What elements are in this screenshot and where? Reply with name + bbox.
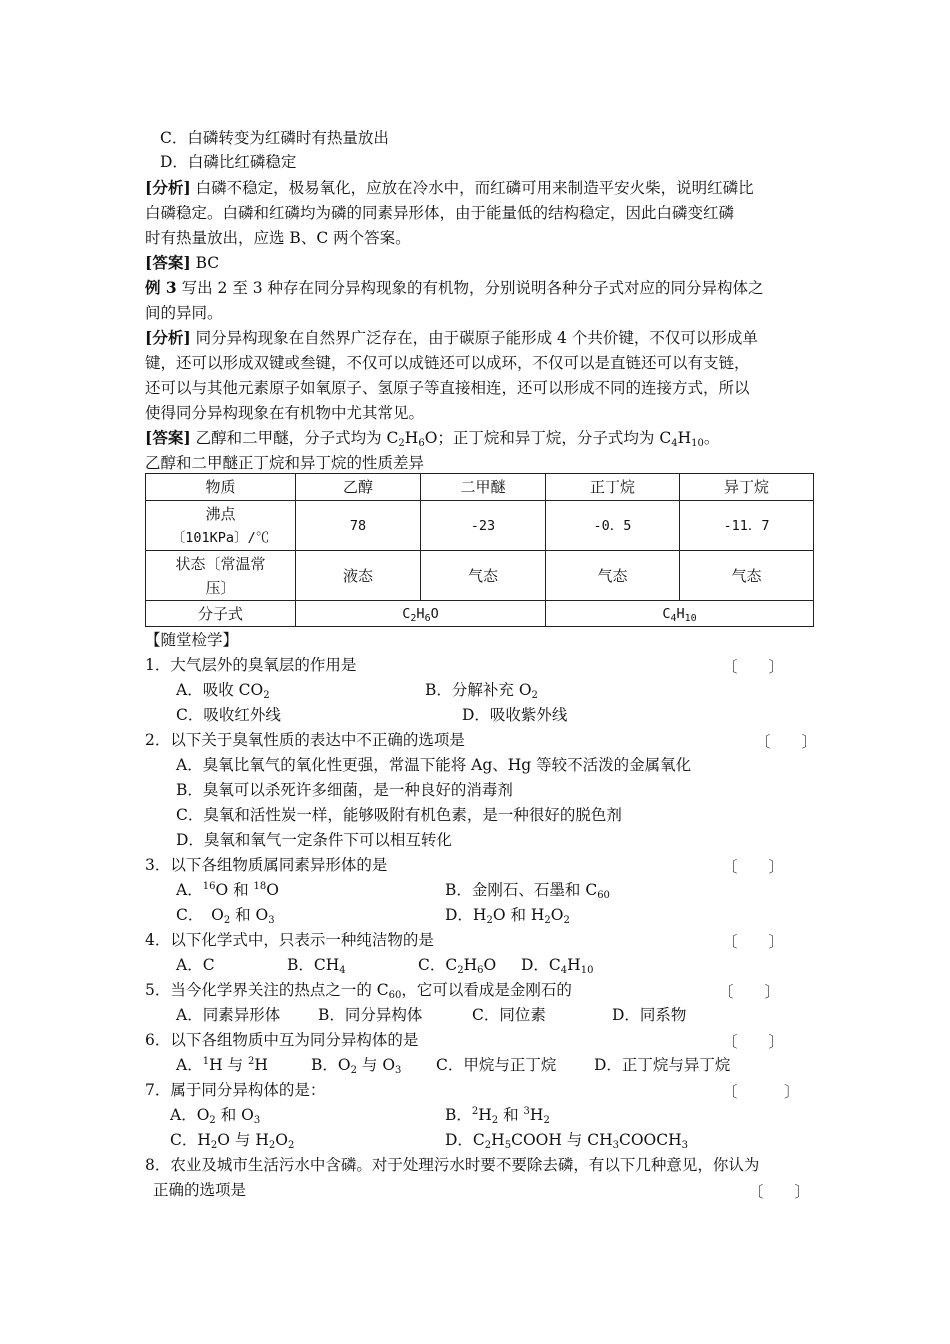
row-label-formula: 分子式 [146,601,296,627]
cell-formula-c2h6o: $C_2H_6O$ [296,601,546,627]
q3-option-b: B．金刚石、石墨和 $C_{60}$ [445,881,610,901]
q5-answer-bracket[interactable]: 〔 〕 [718,983,781,1001]
q4-stem: 4．以下化学式中，只表示一种纯洁物的是 [145,931,434,949]
cell-bp-n-butane: -0．5 [546,501,680,551]
cell-state-ethanol: 液态 [296,551,421,601]
quiz-heading: 【随堂检学】 [145,631,239,649]
q6-answer-bracket[interactable]: 〔 〕 [722,1033,785,1051]
q7-option-c: C．$H_2O$ 与 $H_2O_2$ [170,1131,295,1151]
q4-option-d: D．$C_4H_{10}$ [521,956,594,976]
answer-label: [答案] [145,253,191,272]
q1-answer-bracket[interactable]: 〔 〕 [722,658,785,676]
q3-answer-bracket[interactable]: 〔 〕 [722,858,785,876]
q2-option-b: B．臭氧可以杀死许多细菌，是一种良好的消毒剂 [176,781,513,799]
q6-option-d: D．正丁烷与异丁烷 [594,1056,731,1074]
answer3-label: [答案] [145,428,191,447]
q3-option-a: A．$^{16}$O 和 $^{18}$O [176,881,279,899]
table-caption: 乙醇和二甲醚正丁烷和异丁烷的性质差异 [145,454,425,472]
analysis-line-1: [分析] 白磷不稳定，极易氧化，应放在冷水中，而红磷可用来制造平安火柴，说明红磷比 [145,178,754,197]
cell-state-isobutane: 气态 [680,551,814,601]
cell-state-n-butane: 气态 [546,551,680,601]
analysis3-label: [分析] [145,328,191,347]
analysis3-line-2: 键，还可以形成双键或叁键，不仅可以成链还可以成环，不仅可以是直链还可以有支链， [145,354,750,372]
analysis-label: [分析] [145,178,191,197]
q6-option-b: B．$O_2$ 与 $O_3$ [311,1056,402,1076]
table-row-boiling-point [146,501,814,551]
example-3-label: 例 3 [145,278,177,297]
properties-table [145,473,814,627]
q8-stem-line-1: 8．农业及城市生活污水中含磷。对于处理污水时要不要除去磷，有以下几种意见，你认为 [145,1156,760,1174]
header-n-butane: 正丁烷 [546,474,680,501]
q3-option-c: C． $O_2$ 和 $O_3$ [176,906,275,926]
q4-option-b: B．$CH_4$ [287,956,346,976]
analysis3-line-4: 使得同分异构现象在有机物中尤其常见。 [145,404,425,422]
q2-option-d: D．臭氧和氧气一定条件下可以相互转化 [176,831,452,849]
option-c-prev: C．白磷转变为红磷时有热量放出 [160,129,389,147]
answer-line: [答案] BC [145,253,220,272]
table-header-row [146,474,814,501]
example-3-line-1: 例 3 写出 2 至 3 种存在同分异构现象的有机物，分别说明各种分子式对应的同分异构体之 [145,278,764,297]
header-substance: 物质 [146,474,296,501]
q6-option-c: C．甲烷与正丁烷 [436,1056,557,1074]
q1-option-c: C．吸收红外线 [176,706,281,724]
q4-option-a: A．C [176,956,215,974]
table-row-formula [146,601,814,627]
option-d-prev: D．白磷比红磷稳定 [160,153,297,171]
cell-state-dimethyl-ether: 气态 [421,551,546,601]
q4-answer-bracket[interactable]: 〔 〕 [722,933,785,951]
cell-bp-isobutane: -11．7 [680,501,814,551]
table-row-state [146,551,814,601]
analysis-line-2: 白磷稳定。白磷和红磷均为磷的同素异形体，由于能量低的结构稳定，因此白磷变红磷 [145,204,735,222]
answer3-line: [答案] 乙醇和二甲醚，分子式均为 $C_2H_6O$；正丁烷和异丁烷，分子式均为 $C_4H_{10}$。 [145,428,720,449]
q1-stem: 1．大气层外的臭氧层的作用是 [145,656,357,674]
header-ethanol: 乙醇 [296,474,421,501]
row-label-state: 状态〔常温常 压〕 [146,551,296,601]
q8-answer-bracket[interactable]: 〔 〕 [748,1183,811,1201]
example-3-line-2: 间的异同。 [145,304,223,322]
q8-stem-line-2: 正确的选项是 [153,1181,247,1199]
cell-bp-ethanol: 78 [296,501,421,551]
q2-option-c: C．臭氧和活性炭一样，能够吸附有机色素，是一种很好的脱色剂 [176,806,622,824]
q7-option-b: B．$^2H_2$ 和 $^3H_2$ [445,1106,550,1126]
q7-answer-bracket[interactable]: 〔 〕 [722,1083,800,1101]
row-label-boiling-point: 沸点 〔101KPa〕/℃ [146,501,296,551]
q7-option-d: D．$C_2H_5COOH$ 与 $CH_3COOCH_3$ [445,1131,689,1151]
header-dimethyl-ether: 二甲醚 [421,474,546,501]
q7-option-a: A．$O_2$ 和 $O_3$ [170,1106,261,1126]
q1-option-b: B．分解补充 $O_2$ [425,681,538,701]
q6-stem: 6．以下各组物质中互为同分异构体的是 [145,1031,419,1049]
q5-option-b: B．同分异构体 [318,1006,423,1024]
analysis3-line-3: 还可以与其他元素原子如氧原子、氢原子等直接相连，还可以形成不同的连接方式，所以 [145,379,750,397]
q1-option-d: D．吸收紫外线 [462,706,568,724]
q5-option-a: A．同素异形体 [176,1006,281,1024]
q3-option-d: D．$H_2O$ 和 $H_2O_2$ [445,906,570,926]
q3-stem: 3．以下各组物质属同素异形体的是 [145,856,388,874]
q1-option-a: A．吸收 $CO_2$ [176,681,270,701]
analysis3-line-1: [分析] 同分异构现象在自然界广泛存在，由于碳原子能形成 4 个共价键，不仅可以形成单 [145,328,758,347]
q2-stem: 2．以下关于臭氧性质的表达中不正确的选项是 [145,731,465,749]
cell-bp-dimethyl-ether: -23 [421,501,546,551]
analysis-line-3: 时有热量放出，应选 B、C 两个答案。 [145,229,411,247]
q2-answer-bracket[interactable]: 〔 〕 [755,733,818,751]
cell-formula-c4h10: $C_4H_{10}$ [546,601,814,627]
q6-option-a: A．$^1$H 与 $^2$H [176,1056,268,1074]
q5-stem: 5．当今化学界关注的热点之一的 $C_{60}$，它可以看成是金刚石的 [145,981,572,1001]
header-isobutane: 异丁烷 [680,474,814,501]
q2-option-a: A．臭氧比氧气的氧化性更强，常温下能将 Ag、Hg 等较不活泼的金属氧化 [176,756,692,774]
q5-option-c: C．同位素 [472,1006,546,1024]
q7-stem: 7．属于同分异构体的是： [145,1081,326,1099]
q4-option-c: C．$C_2H_6O$ [418,956,497,976]
q5-option-d: D．同系物 [612,1006,687,1024]
